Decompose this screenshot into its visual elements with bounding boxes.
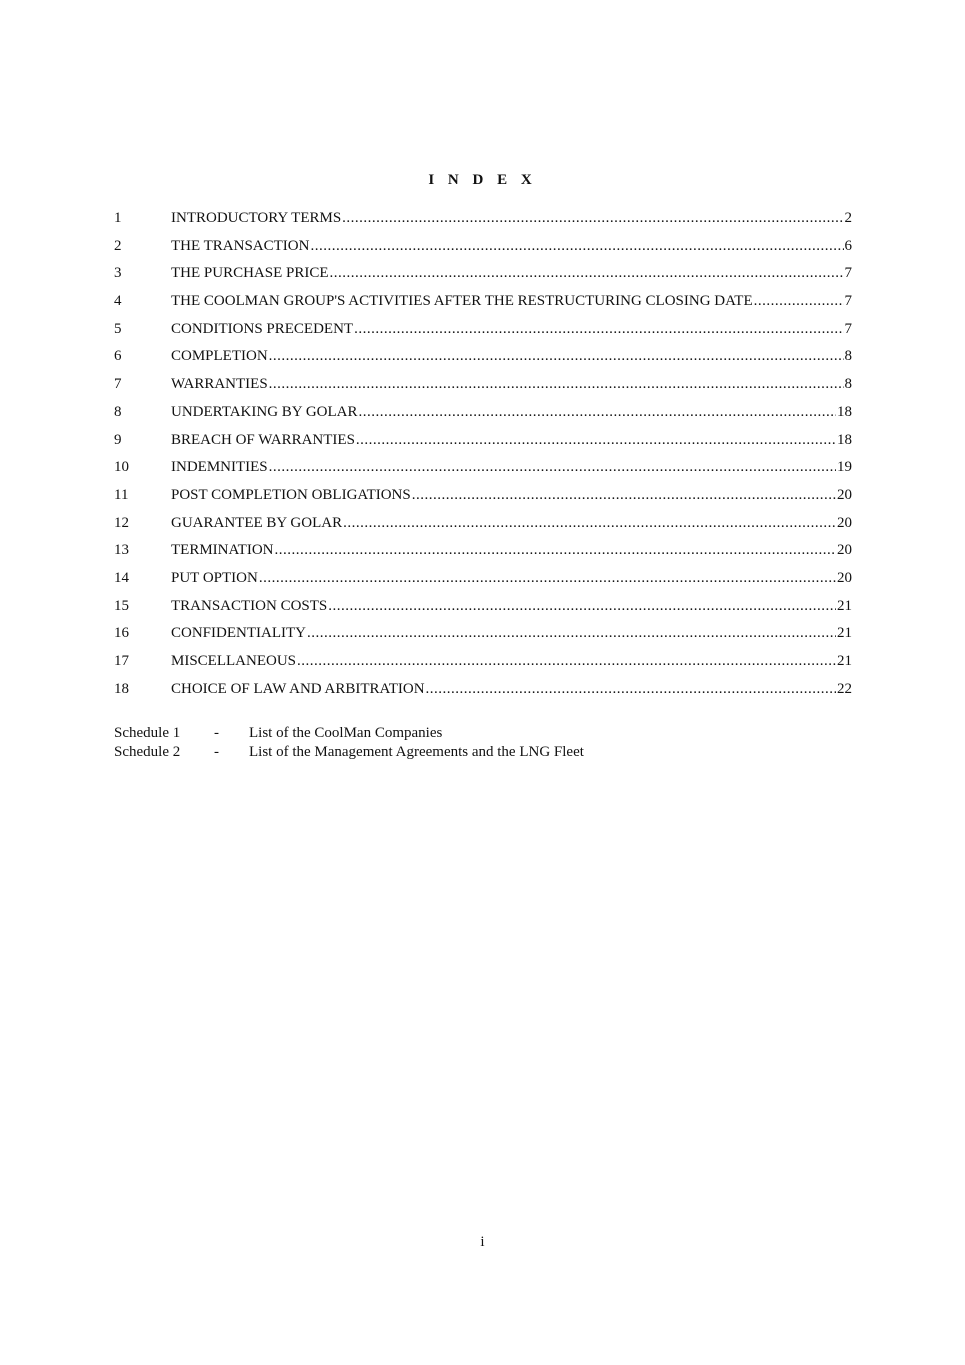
toc-dot-leader	[754, 290, 844, 312]
toc-entry-title: CONFIDENTIALITY	[171, 625, 306, 642]
page-number: i	[480, 1234, 485, 1250]
toc-entry-page: 2	[844, 210, 852, 226]
toc-entry-title: COMPLETION	[171, 348, 268, 365]
toc-entry-number: 16	[114, 625, 129, 642]
toc-dot-leader	[297, 650, 836, 672]
toc-entry-title: INDEMNITIES	[171, 459, 268, 476]
toc-entry-title: CHOICE OF LAW AND ARBITRATION	[171, 680, 425, 697]
toc-dot-leader	[359, 401, 837, 423]
toc-entry-title: TRANSACTION COSTS	[171, 597, 328, 614]
toc-entry-page: 19	[837, 459, 852, 476]
toc-entry	[114, 207, 852, 235]
toc-entry	[114, 678, 852, 706]
toc-entry-number: 11	[114, 486, 129, 503]
toc-entry-page: 7	[844, 293, 852, 310]
toc-entry-page: 20	[837, 569, 852, 586]
toc-entry-number: 5	[114, 320, 122, 337]
toc-entry-title: GUARANTEE BY GOLAR	[171, 514, 343, 531]
toc-dot-leader	[356, 429, 836, 451]
table-of-contents	[114, 207, 852, 705]
toc-entry	[114, 456, 852, 484]
toc-dot-leader	[426, 678, 836, 700]
toc-entry	[114, 512, 852, 540]
toc-dot-leader	[330, 262, 844, 284]
toc-entry-page: 21	[837, 653, 852, 669]
toc-entry-number: 6	[114, 348, 122, 365]
toc-entry-title: INTRODUCTORY TERMS	[171, 210, 342, 226]
toc-entry-number: 13	[114, 542, 129, 559]
toc-dot-leader	[259, 567, 836, 589]
toc-entry-number: 8	[114, 403, 122, 420]
toc-entry-title: TERMINATION	[171, 542, 274, 559]
toc-dot-leader	[307, 622, 836, 644]
toc-entry	[114, 539, 852, 567]
toc-dot-leader	[328, 595, 836, 617]
schedule-description: List of the CoolMan Companies	[249, 725, 443, 741]
toc-entry-page: 21	[837, 597, 852, 614]
toc-entry-page: 18	[837, 431, 852, 448]
toc-entry-number: 14	[114, 569, 129, 586]
toc-entry-page: 7	[844, 265, 852, 282]
toc-entry-title: THE TRANSACTION	[171, 237, 310, 254]
toc-entry-number: 12	[114, 514, 129, 531]
toc-entry-page: 6	[844, 237, 852, 254]
toc-dot-leader	[275, 539, 837, 561]
schedule-label: Schedule 2	[114, 744, 181, 760]
toc-entry-page: 18	[837, 403, 852, 420]
toc-entry-number: 4	[114, 293, 122, 310]
toc-entry-number: 15	[114, 597, 129, 614]
toc-dot-leader	[310, 235, 843, 257]
toc-entry-title: BREACH OF WARRANTIES	[171, 431, 355, 448]
schedule-list	[114, 724, 584, 762]
toc-entry-page: 20	[837, 542, 852, 559]
toc-entry	[114, 262, 852, 290]
toc-entry-title: THE COOLMAN GROUP'S ACTIVITIES AFTER THE RESTRUCTURING CLOSING DATE	[171, 293, 753, 310]
toc-dot-leader	[343, 512, 836, 534]
toc-dot-leader	[269, 456, 836, 478]
toc-entry-number: 9	[114, 431, 122, 448]
toc-entry-title: POST COMPLETION OBLIGATIONS	[171, 486, 411, 503]
schedule-item	[114, 743, 584, 762]
toc-entry-number: 2	[114, 237, 122, 254]
toc-dot-leader	[412, 484, 836, 506]
toc-entry-number: 1	[114, 210, 122, 226]
toc-entry-title: PUT OPTION	[171, 569, 258, 586]
toc-dot-leader	[269, 345, 844, 367]
toc-entry	[114, 567, 852, 595]
toc-entry	[114, 290, 852, 318]
toc-entry	[114, 235, 852, 263]
toc-entry-title: UNDERTAKING BY GOLAR	[171, 403, 358, 420]
toc-entry	[114, 318, 852, 346]
schedule-dash: -	[214, 744, 219, 760]
toc-entry-page: 8	[844, 348, 852, 365]
toc-entry	[114, 595, 852, 623]
toc-entry-page: 20	[837, 514, 852, 531]
toc-dot-leader	[354, 318, 843, 340]
toc-entry-number: 17	[114, 653, 129, 669]
toc-entry-page: 7	[844, 320, 852, 337]
toc-entry-number: 7	[114, 376, 122, 393]
toc-entry-page: 22	[837, 680, 852, 697]
schedule-label: Schedule 1	[114, 725, 181, 741]
schedule-dash: -	[214, 725, 219, 741]
schedule-description: List of the Management Agreements and the LNG Fleet	[249, 744, 584, 760]
schedule-item	[114, 724, 584, 743]
toc-entry-number: 18	[114, 680, 129, 697]
toc-entry-page: 20	[837, 486, 852, 503]
page-title: I N D E X	[428, 172, 537, 188]
toc-entry-title: WARRANTIES	[171, 376, 268, 393]
toc-entry-number: 10	[114, 459, 129, 476]
toc-entry	[114, 429, 852, 457]
toc-entry-page: 8	[844, 376, 852, 393]
toc-entry	[114, 345, 852, 373]
toc-dot-leader	[342, 207, 843, 229]
toc-entry-title: CONDITIONS PRECEDENT	[171, 320, 354, 337]
toc-entry	[114, 401, 852, 429]
toc-entry-page: 21	[837, 625, 852, 642]
toc-entry-title: MISCELLANEOUS	[171, 653, 297, 669]
toc-entry-number: 3	[114, 265, 122, 282]
toc-entry	[114, 650, 852, 678]
toc-entry-title: THE PURCHASE PRICE	[171, 265, 329, 282]
toc-entry	[114, 622, 852, 650]
toc-dot-leader	[269, 373, 844, 395]
toc-entry	[114, 484, 852, 512]
toc-entry	[114, 373, 852, 401]
